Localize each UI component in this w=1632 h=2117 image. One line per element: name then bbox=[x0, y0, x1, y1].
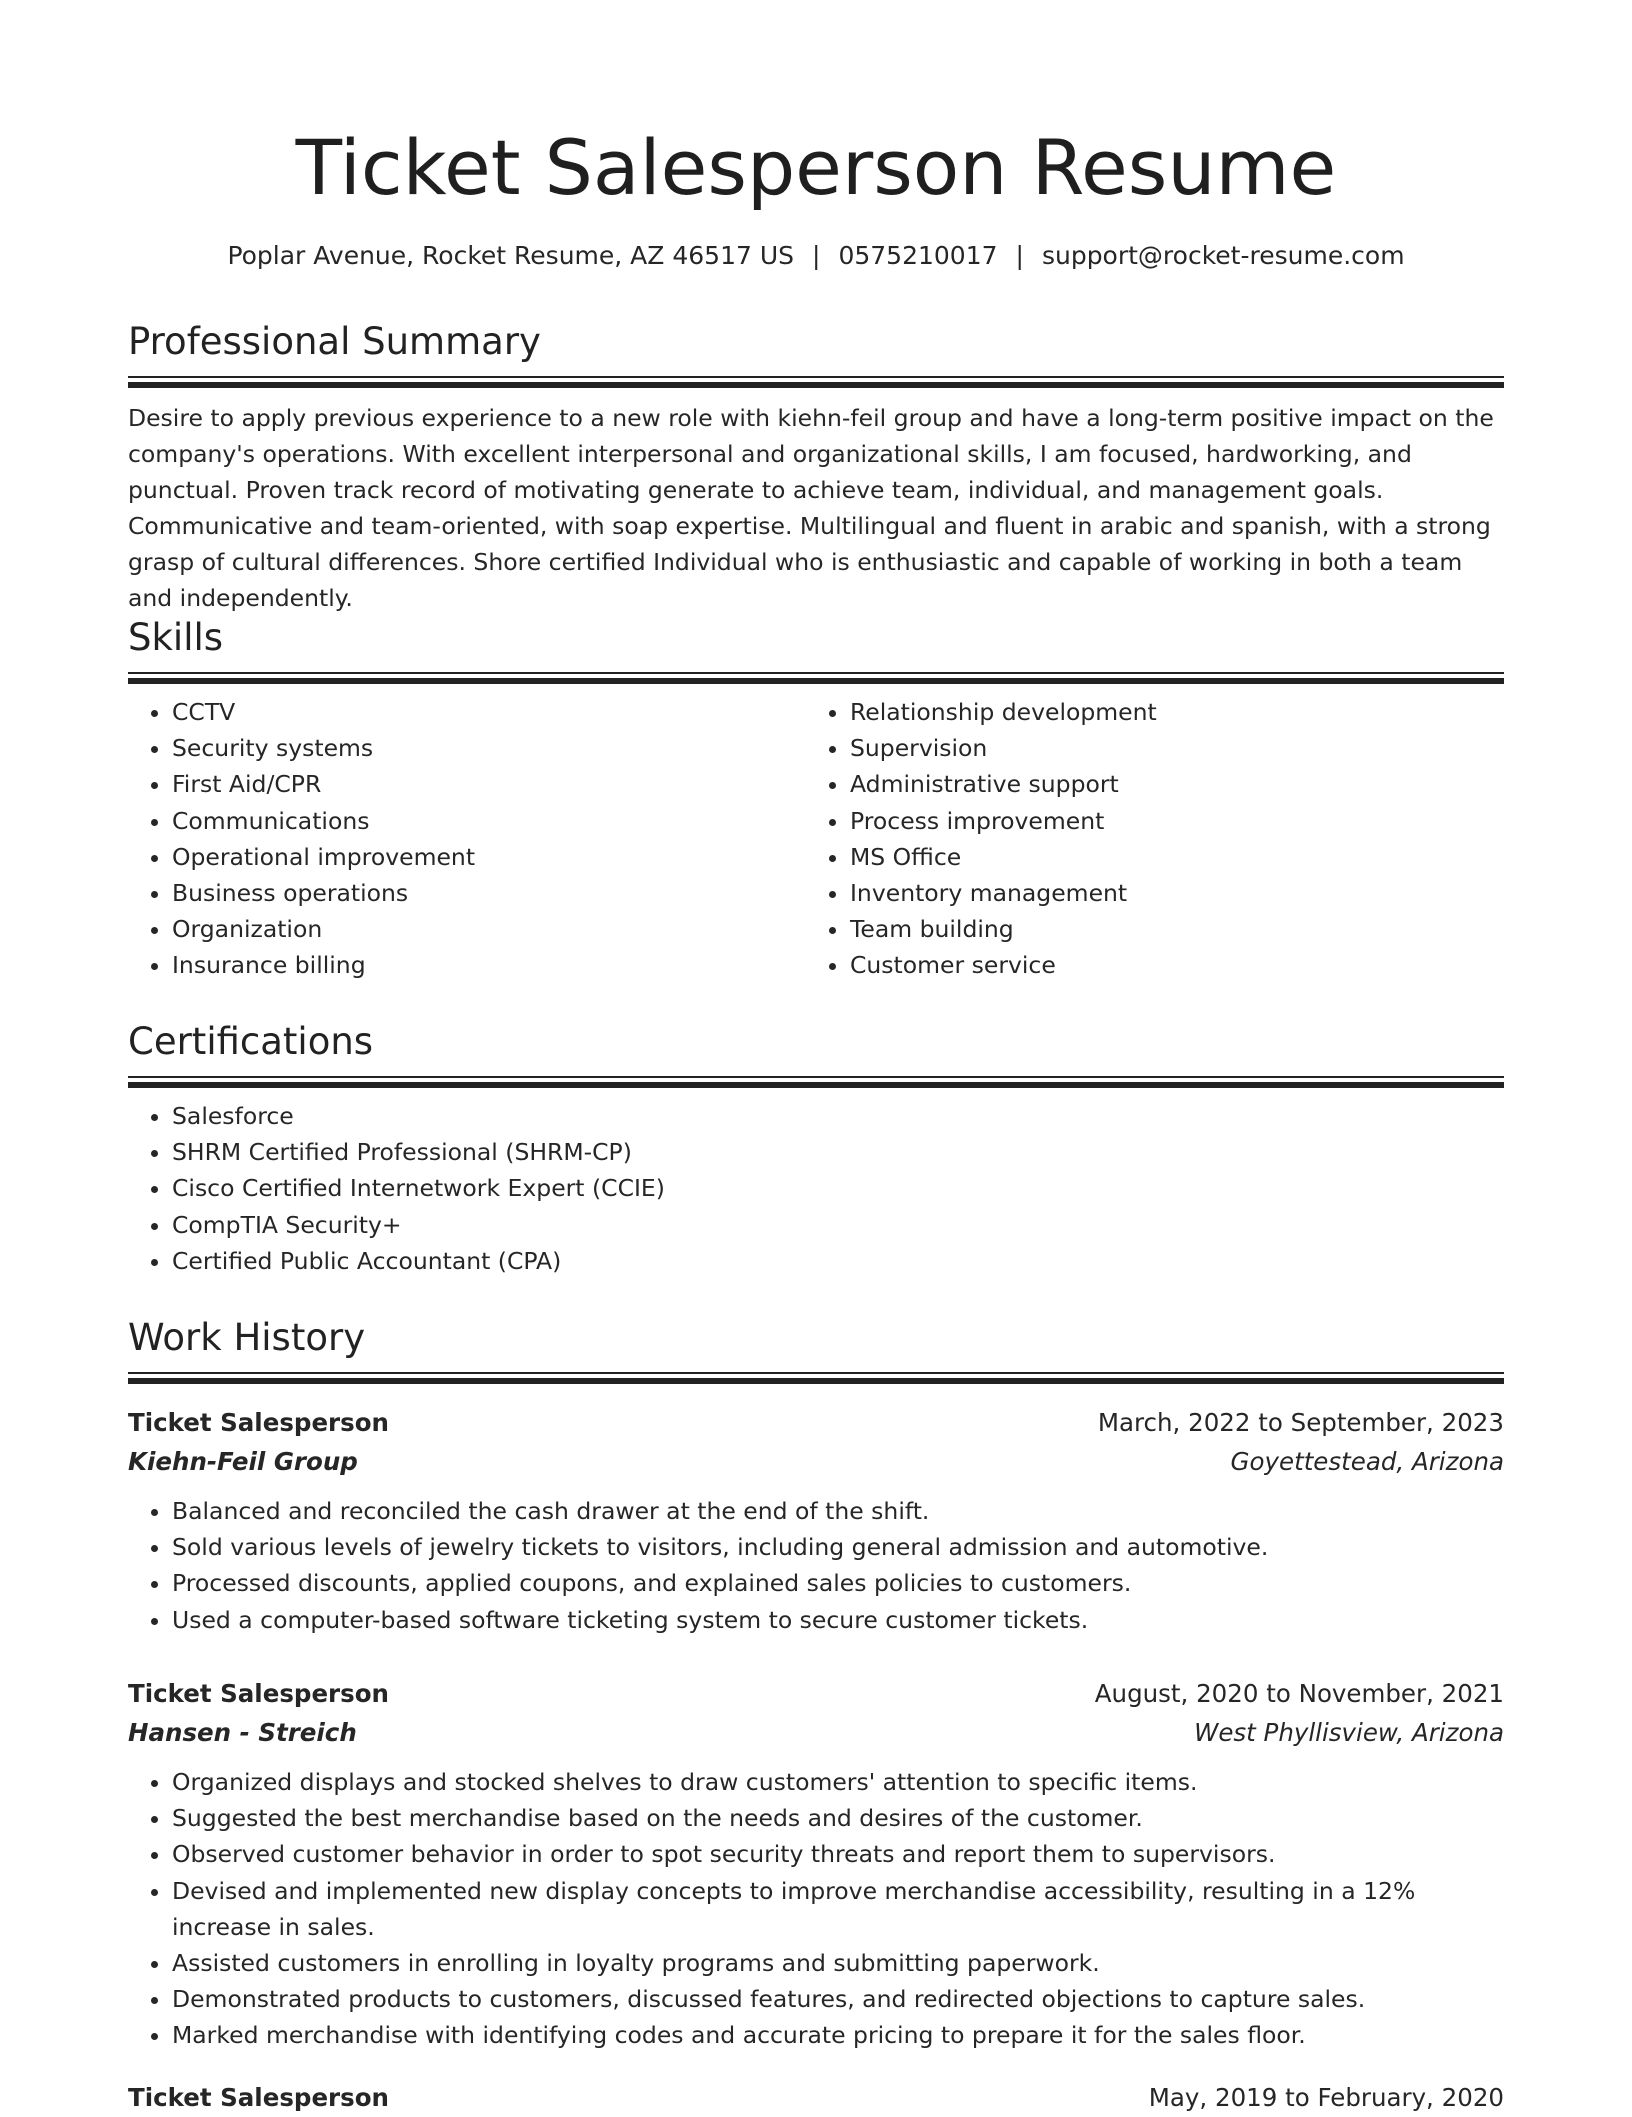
skill-item: • Relationship development bbox=[850, 694, 1484, 730]
job-bullets bbox=[128, 1493, 1504, 1638]
summary-section bbox=[128, 318, 1504, 616]
section-divider bbox=[128, 1076, 1504, 1088]
job-header bbox=[128, 1674, 1504, 1713]
job-entry bbox=[128, 2078, 1504, 2117]
job-location: Goyettestead, Arizona bbox=[1230, 1447, 1504, 1476]
job-company: Kiehn-Feil Group bbox=[128, 1447, 358, 1476]
certification-item: • Cisco Certified Internetwork Expert (CCIE) bbox=[172, 1170, 1504, 1206]
job-bullet: • Assisted customers in enrolling in loyalty programs and submitting paperwork. bbox=[172, 1945, 1504, 1981]
skill-item: • Supervision bbox=[850, 730, 1484, 766]
skills-list-right bbox=[806, 694, 1484, 984]
certification-item: • CompTIA Security+ bbox=[172, 1207, 1504, 1243]
skill-item: • Security systems bbox=[172, 730, 806, 766]
skill-item: • Customer service bbox=[850, 947, 1484, 983]
section-divider bbox=[128, 672, 1504, 684]
job-location: West Phyllisview, Arizona bbox=[1194, 1718, 1504, 1747]
skill-item: • Team building bbox=[850, 911, 1484, 947]
job-title: Ticket Salesperson bbox=[128, 1408, 389, 1437]
job-bullet: • Sold various levels of jewelry tickets to visitors, including general admission and automotive. bbox=[172, 1529, 1504, 1565]
job-header bbox=[128, 1403, 1504, 1442]
section-title-certifications: Certifications bbox=[128, 1020, 374, 1063]
contact-email: support@rocket-resume.com bbox=[1041, 241, 1405, 270]
skills-columns bbox=[128, 694, 1504, 984]
skills-list-left bbox=[128, 694, 806, 984]
skill-item: • Operational improvement bbox=[172, 839, 806, 875]
job-company: Hansen - Streich bbox=[128, 1718, 357, 1747]
skill-item: • Insurance billing bbox=[172, 947, 806, 983]
skill-item: • Business operations bbox=[172, 875, 806, 911]
contact-separator: | bbox=[812, 241, 821, 270]
skill-item: • Communications bbox=[172, 803, 806, 839]
section-title-summary: Professional Summary bbox=[128, 320, 541, 363]
job-bullet: • Devised and implemented new display concepts to improve merchandise accessibility, resulting in a 12% increase in sales. bbox=[172, 1873, 1504, 1945]
skill-item: • Administrative support bbox=[850, 766, 1484, 802]
resume-title: Ticket Salesperson Resume bbox=[295, 123, 1337, 212]
job-bullet: • Demonstrated products to customers, discussed features, and redirected objections to capture sales. bbox=[172, 1981, 1504, 2017]
section-title-work-history: Work History bbox=[128, 1316, 366, 1359]
certifications-section bbox=[128, 1018, 1504, 1279]
job-bullet: • Observed customer behavior in order to spot security threats and report them to supervisors. bbox=[172, 1836, 1504, 1872]
job-dates: March, 2022 to September, 2023 bbox=[1097, 1408, 1504, 1437]
job-bullet: • Processed discounts, applied coupons, and explained sales policies to customers. bbox=[172, 1565, 1504, 1601]
job-title: Ticket Salesperson bbox=[128, 1679, 389, 1708]
contact-line bbox=[128, 238, 1504, 274]
summary-text: Desire to apply previous experience to a new role with kiehn-feil group and have a long-term positive impact on the company's operations. With excellent interpersonal and organizational skills, I am focused, hardworking, and punctual. Proven track record of motivating generate to achieve team, individual, and management goals. Communicative and team-oriented, with soap expertise. Multilingual and fluent in arabic and spanish, with a strong grasp of cultural differences. Shore certified Individual who is enthusiastic and capable of working in both a team and independently. bbox=[128, 404, 1494, 612]
job-subheader bbox=[128, 1442, 1504, 1481]
job-bullet: • Balanced and reconciled the cash drawer at the end of the shift. bbox=[172, 1493, 1504, 1529]
skill-item: • First Aid/CPR bbox=[172, 766, 806, 802]
job-bullet: • Organized displays and stocked shelves to draw customers' attention to specific items. bbox=[172, 1764, 1504, 1800]
skill-item: • Inventory management bbox=[850, 875, 1484, 911]
job-entry bbox=[128, 1403, 1504, 1638]
certification-item: • SHRM Certified Professional (SHRM-CP) bbox=[172, 1134, 1504, 1170]
section-title-skills: Skills bbox=[128, 616, 224, 659]
job-entry bbox=[128, 1674, 1504, 2054]
job-title: Ticket Salesperson bbox=[128, 2083, 389, 2112]
job-subheader bbox=[128, 1713, 1504, 1752]
job-bullet: • Suggested the best merchandise based on the needs and desires of the customer. bbox=[172, 1800, 1504, 1836]
skill-item: • MS Office bbox=[850, 839, 1484, 875]
certification-item: • Salesforce bbox=[172, 1098, 1504, 1134]
skill-item: • CCTV bbox=[172, 694, 806, 730]
job-bullet: • Used a computer-based software ticketing system to secure customer tickets. bbox=[172, 1602, 1504, 1638]
job-bullet: • Marked merchandise with identifying codes and accurate pricing to prepare it for the sales floor. bbox=[172, 2017, 1504, 2053]
job-dates: August, 2020 to November, 2021 bbox=[1094, 1679, 1504, 1708]
section-divider bbox=[128, 1372, 1504, 1384]
skill-item: • Process improvement bbox=[850, 803, 1484, 839]
contact-phone: 0575210017 bbox=[838, 241, 998, 270]
certifications-list bbox=[128, 1098, 1504, 1279]
section-divider bbox=[128, 376, 1504, 388]
contact-separator: | bbox=[1015, 241, 1024, 270]
work-history-section bbox=[128, 1314, 1504, 1384]
job-dates: May, 2019 to February, 2020 bbox=[1148, 2083, 1504, 2112]
job-bullets bbox=[128, 1764, 1504, 2054]
certification-item: • Certified Public Accountant (CPA) bbox=[172, 1243, 1504, 1279]
skill-item: • Organization bbox=[172, 911, 806, 947]
skills-section bbox=[128, 614, 1504, 984]
contact-address: Poplar Avenue, Rocket Resume, AZ 46517 US bbox=[227, 241, 795, 270]
job-header bbox=[128, 2078, 1504, 2117]
